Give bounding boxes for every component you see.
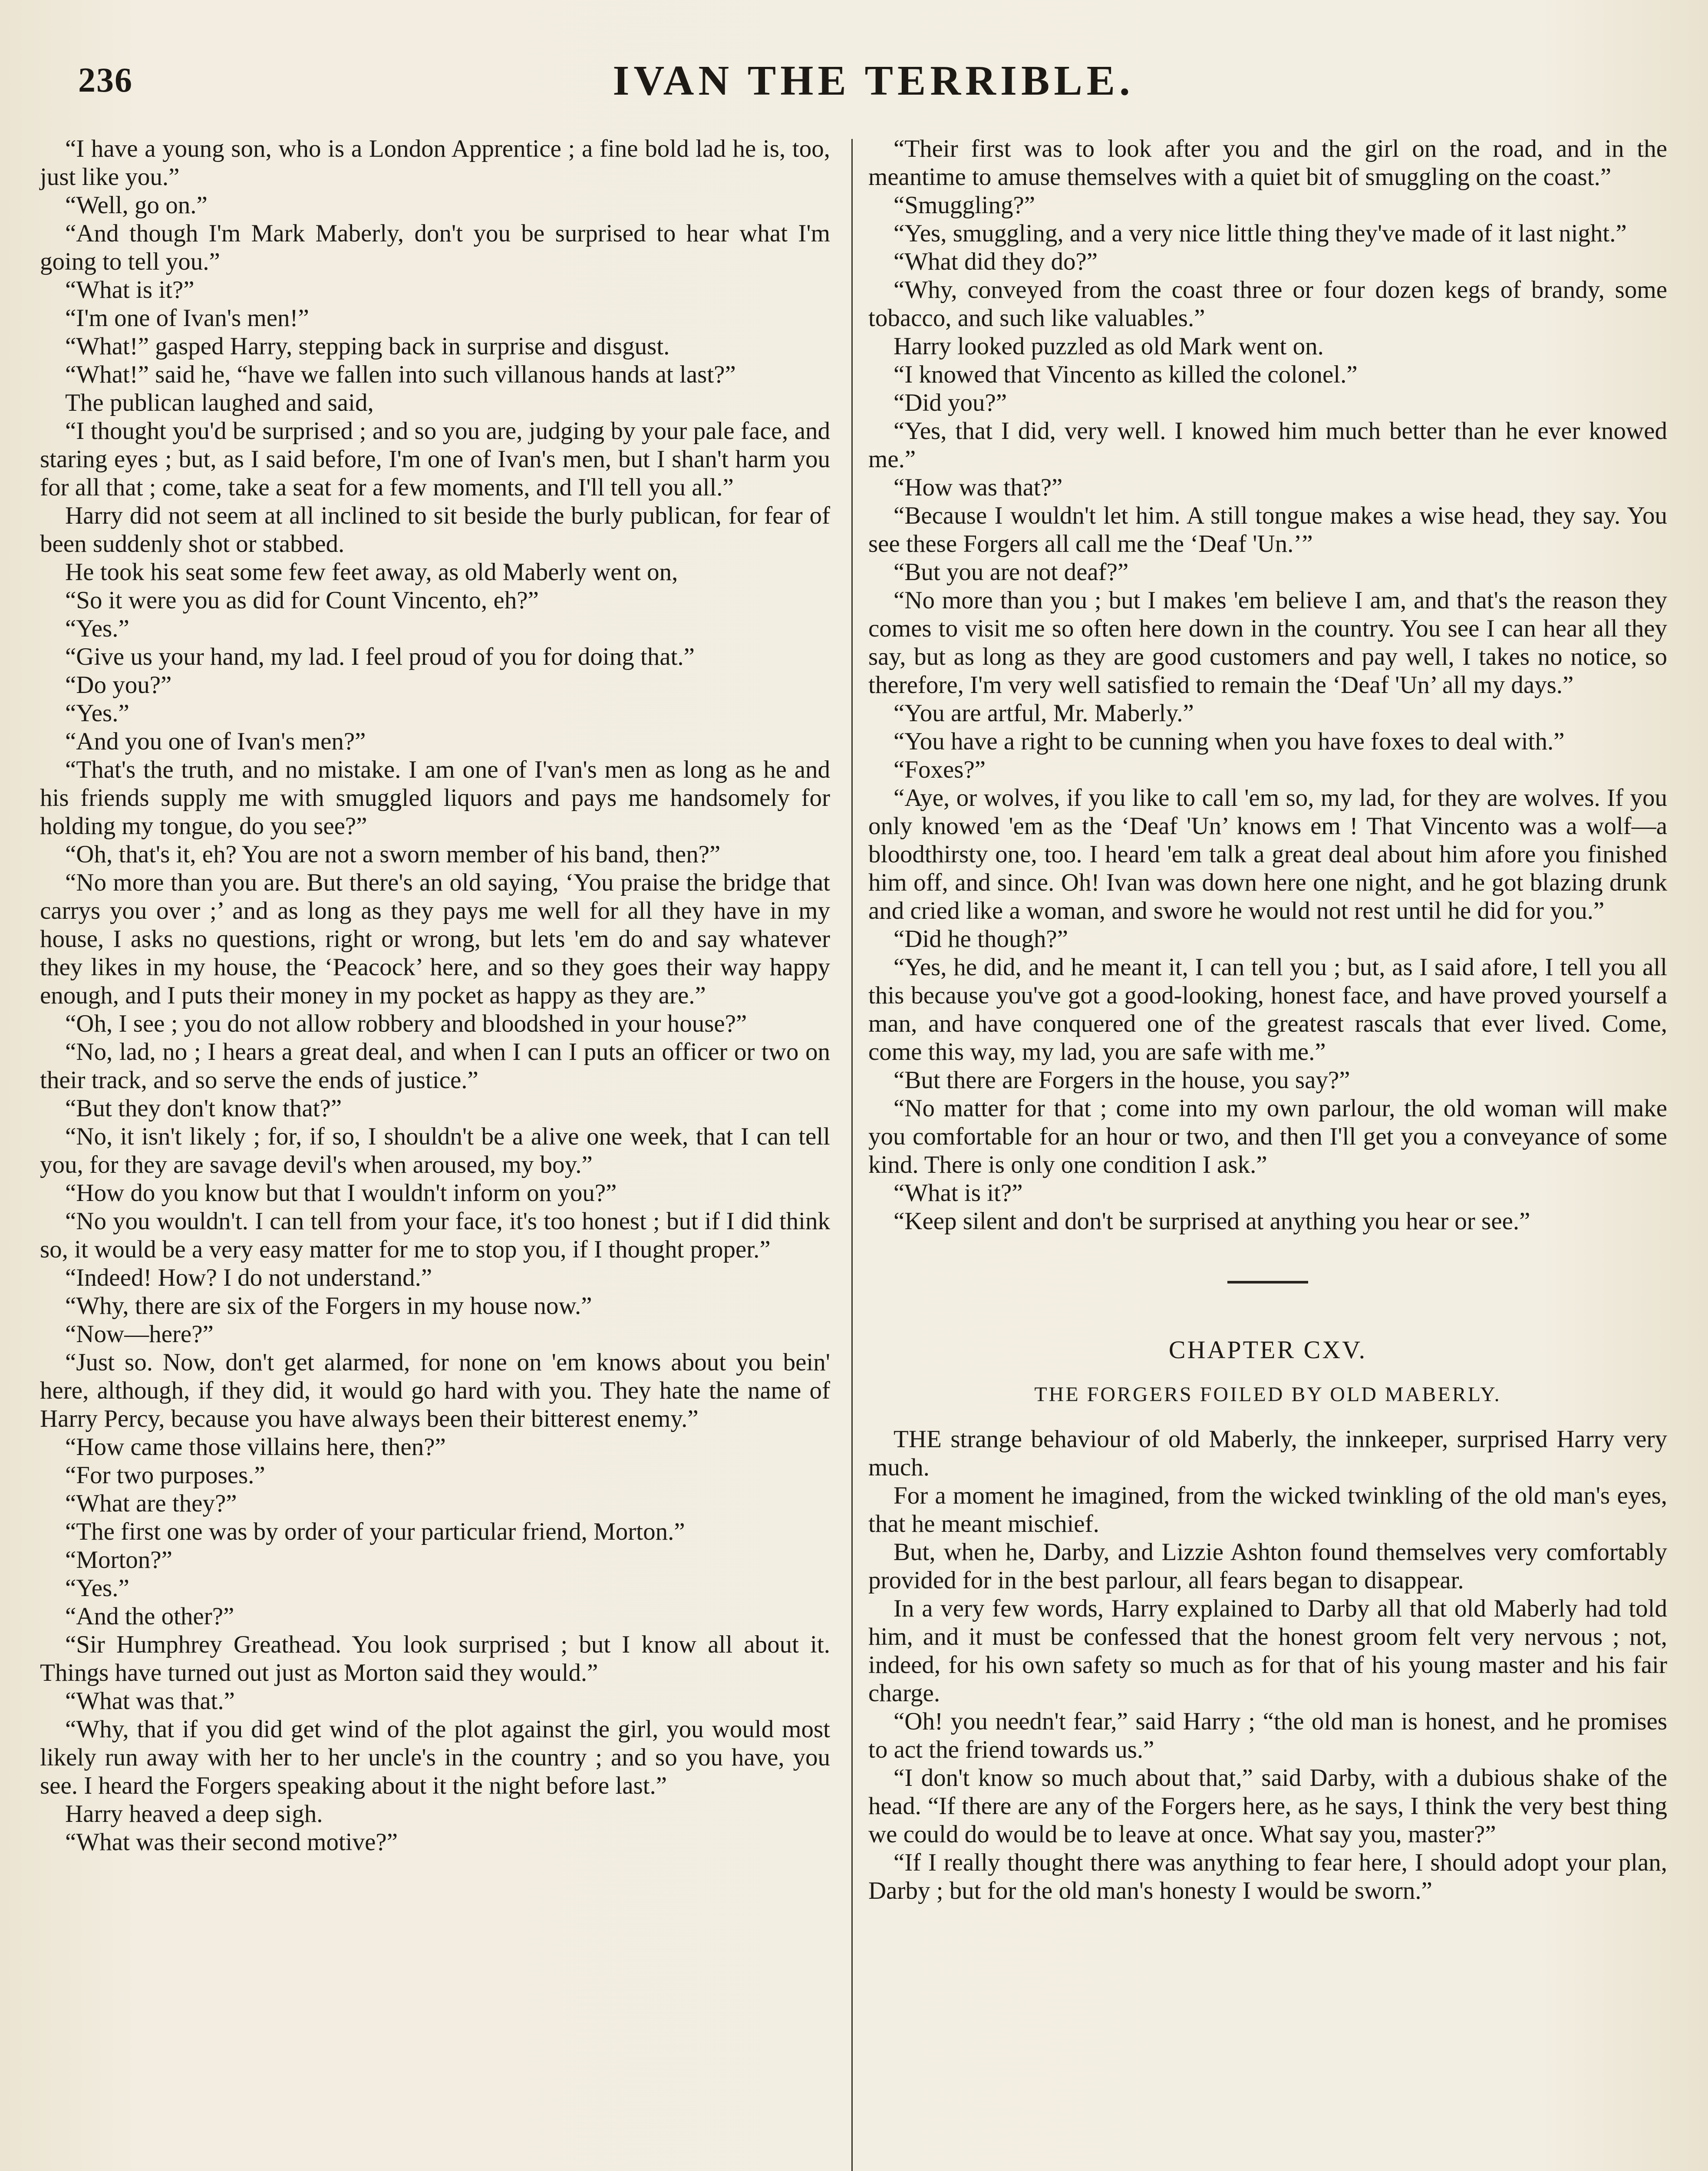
right-column — [868, 135, 1667, 1905]
paragraph: “Did you?” — [894, 389, 1007, 416]
paragraph: “Give us your hand, my lad. I feel proud of you for doing that.” — [65, 643, 695, 670]
paragraph: “What!” gasped Harry, stepping back in surprise and disgust. — [65, 333, 670, 360]
paragraph: “What!” said he, “have we fallen into such villanous hands at last?” — [65, 361, 736, 388]
paragraph: “Now—here?” — [65, 1320, 214, 1348]
paragraph: “Keep silent and don't be surprised at anything you hear or see.” — [894, 1208, 1530, 1235]
chapter-paragraph: THE strange behaviour of old Maberly, the innkeeper, surprised Harry very much. — [868, 1425, 1667, 1481]
paragraph: “The first one was by order of your particular friend, Morton.” — [65, 1518, 685, 1545]
paragraph: “What are they?” — [65, 1490, 237, 1517]
paragraph: “Smuggling?” — [894, 191, 1035, 219]
paragraph: “So it were you as did for Count Vincento, eh?” — [65, 587, 539, 614]
paragraph: “What is it?” — [65, 276, 195, 304]
paragraph: “Why, conveyed from the coast three or four dozen kegs of brandy, some tobacco, and such like valuables.” — [868, 276, 1667, 332]
paragraph: “Do you?” — [65, 671, 172, 699]
paragraph: “What is it?” — [894, 1179, 1023, 1207]
paragraph: “Why, there are six of the Forgers in my house now.” — [65, 1292, 592, 1320]
paragraph: “Yes, smuggling, and a very nice little thing they've made of it last night.” — [894, 220, 1627, 247]
paragraph: “Indeed! How? I do not understand.” — [65, 1264, 432, 1291]
paragraph: “Yes.” — [65, 1574, 129, 1602]
paragraph: “What was that.” — [65, 1687, 235, 1715]
page-header — [78, 56, 1669, 113]
paragraph: “Their first was to look after you and the girl on the road, and in the meantime to amuse themselves with a quiet bit of smuggling on the coast.” — [868, 135, 1667, 191]
paragraph: “And though I'm Mark Maberly, don't you be surprised to hear what I'm going to tell you.” — [40, 220, 830, 275]
paragraph: “No more than you ; but I makes 'em believe I am, and that's the reason they comes to visit me so often here down in the country. You see I can hear all they say, but as long as they are good customers and pay well, I takes no notice, so therefore, I'm very well satisfied to remain the ‘Deaf 'Un’ all my days.” — [868, 587, 1667, 699]
left-column — [40, 135, 830, 1856]
paragraph: “Sir Humphrey Greathead. You look surprised ; but I know all about it. Things have turned out just as Morton said they would.” — [40, 1631, 830, 1686]
paragraph: “Did he though?” — [894, 925, 1068, 953]
paragraph: “Oh, I see ; you do not allow robbery and bloodshed in your house?” — [65, 1010, 747, 1037]
chapter-paragraph: But, when he, Darby, and Lizzie Ashton found themselves very comfortably provided for in the best parlour, all fears began to disappear. — [868, 1538, 1667, 1594]
paragraph: “How do you know but that I wouldn't inform on you?” — [65, 1179, 617, 1207]
paragraph: “That's the truth, and no mistake. I am one of I'van's men as long as he and his friends supply me with smuggled liquors and pays me handsomely for holding my tongue, do you see?” — [40, 756, 830, 840]
paragraph: “But you are not deaf?” — [894, 558, 1129, 586]
paragraph: “Why, that if you did get wind of the plot against the girl, you would most likely run away with her to her uncle's in the country ; and so you have, you see. I heard the Forgers speaking about it the night before last.” — [40, 1716, 830, 1799]
paragraph: “Because I wouldn't let him. A still tongue makes a wise head, they say. You see these Forgers all call me the ‘Deaf 'Un.’” — [868, 502, 1667, 558]
paragraph: Harry heaved a deep sigh. — [65, 1800, 323, 1828]
paragraph: “Yes, he did, and he meant it, I can tell you ; but, as I said afore, I tell you all this because you've got a good-looking, honest face, and have proved yourself a man, and have conquered one of the greatest rascals that ever lived. Come, come this way, my lad, you are safe with me.” — [868, 954, 1667, 1066]
paragraph: “Just so. Now, don't get alarmed, for none on 'em knows about you bein' here, although, if they did, it would go hard with you. They hate the name of Harry Percy, because you have always been their bitterest enemy.” — [40, 1349, 830, 1432]
chapter-paragraph: “If I really thought there was anything to fear here, I should adopt your plan, Darby ; but for the old man's honesty I would be sworn.” — [868, 1849, 1667, 1904]
paragraph: “No matter for that ; come into my own parlour, the old woman will make you comfortable for an hour or two, and then I'll get you a conveyance of some kind. There is only one condition I ask.” — [868, 1095, 1667, 1178]
paragraph: “And you one of Ivan's men?” — [65, 728, 366, 755]
paragraph: “I knowed that Vincento as killed the colonel.” — [894, 361, 1358, 388]
chapter-subtitle: THE FORGERS FOILED BY OLD MABERLY. — [1034, 1383, 1501, 1406]
paragraph: “Well, go on.” — [65, 191, 208, 219]
chapter-paragraph: “I don't know so much about that,” said Darby, with a dubious shake of the head. “If there are any of the Forgers here, as he says, I think the very best thing we could do would be to leave at once. What say you, master?” — [868, 1764, 1667, 1848]
paragraph: “Aye, or wolves, if you like to call 'em so, my lad, for they are wolves. If you only knowed 'em as the ‘Deaf 'Un’ knows em ! That Vincento was a wolf—a bloodthirsty one, too. I heard 'em talk a great deal about him afore you finished him off, and since. Oh! Ivan was down here one night, and he got blazing drunk and cried like a woman, and swore he would not rest until he did for you.” — [868, 784, 1667, 924]
chapter-title: CHAPTER CXV. — [1168, 1336, 1367, 1364]
paragraph: “Morton?” — [65, 1546, 172, 1574]
paragraph: “No, it isn't likely ; for, if so, I shouldn't be a alive one week, that I can tell you, for they are savage devil's when aroused, my boy.” — [40, 1123, 830, 1178]
paragraph: “Foxes?” — [894, 756, 986, 783]
paragraph: “How came those villains here, then?” — [65, 1433, 446, 1461]
chapter-paragraph: In a very few words, Harry explained to Darby all that old Maberly had told him, and it must be confessed that the honest groom felt very nervous ; not, indeed, for his own safety so much as for that of his young master and his fair charge. — [868, 1595, 1667, 1707]
paragraph: “For two purposes.” — [65, 1462, 265, 1489]
paragraph: “No you wouldn't. I can tell from your face, it's too honest ; but if I did think so, it would be a very easy matter for me to stop you, if I thought proper.” — [40, 1208, 830, 1263]
paragraph: “How was that?” — [894, 474, 1063, 501]
page-number: 236 — [78, 61, 133, 99]
paragraph: “Yes.” — [65, 615, 129, 642]
paragraph: The publican laughed and said, — [65, 389, 374, 416]
chapter-paragraph: For a moment he imagined, from the wicked twinkling of the old man's eyes, that he meant mischief. — [868, 1482, 1667, 1538]
paragraph: “You have a right to be cunning when you have foxes to deal with.” — [894, 728, 1565, 755]
running-title: IVAN THE TERRIBLE. — [613, 57, 1134, 104]
paragraph: “And the other?” — [65, 1603, 234, 1630]
paragraph: He took his seat some few feet away, as old Maberly went on, — [65, 558, 678, 586]
paragraph: “Oh, that's it, eh? You are not a sworn member of his band, then?” — [65, 841, 721, 868]
paragraph: “I'm one of Ivan's men!” — [65, 304, 309, 332]
chapter-body — [868, 1425, 1667, 1905]
column-divider — [851, 139, 853, 2171]
paragraph: Harry did not seem at all inclined to sit beside the burly publican, for fear of been suddenly shot or stabbed. — [40, 502, 830, 558]
chapter-paragraph: “Oh! you needn't fear,” said Harry ; “the old man is honest, and he promises to act the friend towards us.” — [868, 1708, 1667, 1763]
paragraph: “But there are Forgers in the house, you say?” — [894, 1066, 1350, 1094]
paragraph: “No more than you are. But there's an old saying, ‘You praise the bridge that carrys you over ;’ and as long as they pays me well for all they have in my house, I asks no questions, right or wrong, but lets 'em do and say whatever they likes in my house, the ‘Peacock’ here, and so they goes their way happy enough, and I puts their money in my pocket as happy as they are.” — [40, 869, 830, 1009]
paragraph: Harry looked puzzled as old Mark went on. — [894, 333, 1324, 360]
section-separator — [1227, 1281, 1308, 1283]
paragraph: “No, lad, no ; I hears a great deal, and when I can I puts an officer or two on their track, and so serve the ends of justice.” — [40, 1038, 830, 1094]
paragraph: “I have a young son, who is a London Apprentice ; a fine bold lad he is, too, just like you.” — [40, 135, 830, 191]
paragraph: “Yes.” — [65, 699, 129, 727]
paragraph: “What was their second motive?” — [65, 1828, 398, 1856]
paragraph: “What did they do?” — [894, 248, 1098, 275]
paragraph: “You are artful, Mr. Maberly.” — [894, 699, 1194, 727]
paragraph: “But they don't know that?” — [65, 1095, 342, 1122]
paragraph: “Yes, that I did, very well. I knowed him much better than he ever knowed me.” — [868, 417, 1667, 473]
right-dialogue — [868, 135, 1667, 1235]
paragraph: “I thought you'd be surprised ; and so you are, judging by your pale face, and staring eyes ; but, as I said before, I'm one of Ivan's men, but I shan't harm you for all that ; come, take a seat for a few moments, and I'll tell you all.” — [40, 417, 830, 501]
